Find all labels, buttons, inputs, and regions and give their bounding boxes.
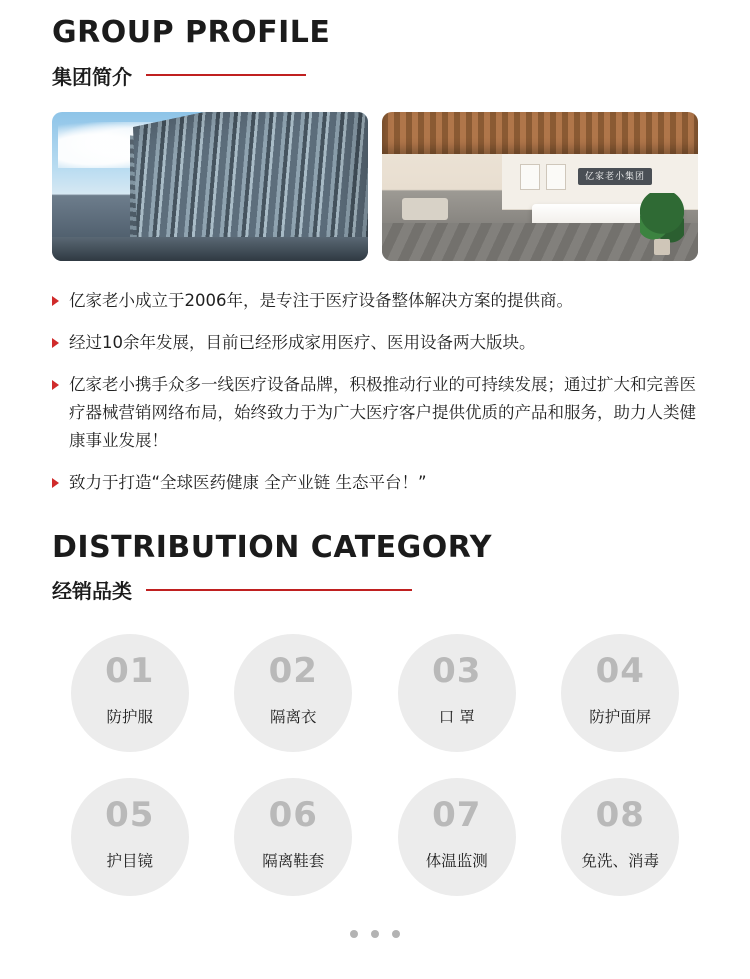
list-item xyxy=(52,469,698,497)
category-number: 05 xyxy=(105,795,155,835)
bullet-text: 亿家老小携手众多一线医疗设备品牌，积极推动行业的可持续发展；通过扩大和完善医疗器械营销网络布局，始终致力于为广大医疗客户提供优质的产品和服务，助力人类健康事业发展！ xyxy=(69,374,696,450)
category-number: 01 xyxy=(105,651,155,691)
group-profile-title-cn: 集团简介 xyxy=(52,64,132,89)
category-label: 隔离鞋套 xyxy=(262,852,325,870)
category-item-03[interactable] xyxy=(379,634,535,752)
category-label: 口 罩 xyxy=(438,708,475,726)
title-divider-line xyxy=(146,589,412,591)
category-item-05[interactable] xyxy=(52,778,208,896)
list-item xyxy=(52,329,698,357)
category-number: 08 xyxy=(595,795,645,835)
category-number: 02 xyxy=(268,651,318,691)
category-item-06[interactable] xyxy=(216,778,372,896)
distribution-category-section xyxy=(0,531,750,939)
pagination-dot[interactable] xyxy=(371,930,379,938)
category-title-cn: 经销品类 xyxy=(52,579,132,603)
category-number: 07 xyxy=(432,795,482,835)
category-item-04[interactable] xyxy=(543,634,699,752)
category-circle xyxy=(234,778,352,896)
wood-ceiling-shape xyxy=(382,112,698,154)
category-subtitle-row xyxy=(52,575,698,604)
category-circle xyxy=(398,634,516,752)
category-circle xyxy=(561,778,679,896)
category-item-01[interactable] xyxy=(52,634,208,752)
potted-plant-icon xyxy=(640,193,684,255)
profile-bullet-list xyxy=(52,287,698,497)
category-grid xyxy=(52,634,698,896)
category-circle xyxy=(71,634,189,752)
category-circle xyxy=(398,778,516,896)
category-label: 体温监测 xyxy=(425,852,488,870)
pagination-dot[interactable] xyxy=(350,930,358,938)
group-profile-title-en: GROUP PROFILE xyxy=(52,15,331,50)
triangle-bullet-icon xyxy=(52,296,59,306)
list-item xyxy=(52,371,698,455)
wall-frame-icon xyxy=(546,164,566,190)
lobby-sofa-shape xyxy=(402,198,448,220)
category-number: 04 xyxy=(595,651,645,691)
lobby-logo-sign: 亿家老小集团 xyxy=(578,168,652,185)
company-lobby-photo xyxy=(382,112,698,261)
bullet-text: 经过10余年发展，目前已经形成家用医疗、医用设备两大版块。 xyxy=(69,332,536,352)
office-building-photo xyxy=(52,112,368,261)
profile-image-row xyxy=(52,112,698,261)
category-item-08[interactable] xyxy=(543,778,699,896)
category-circle xyxy=(234,634,352,752)
list-item xyxy=(52,287,698,315)
group-profile-subtitle-row xyxy=(52,61,698,90)
triangle-bullet-icon xyxy=(52,478,59,488)
pagination-dot[interactable] xyxy=(392,930,400,938)
category-circle xyxy=(71,778,189,896)
category-label: 免洗、消毒 xyxy=(581,852,659,870)
category-number: 06 xyxy=(268,795,318,835)
bullet-text: 亿家老小成立于2006年，是专注于医疗设备整体解决方案的提供商。 xyxy=(69,290,573,310)
triangle-bullet-icon xyxy=(52,380,59,390)
ground-shape xyxy=(52,237,368,261)
category-circle xyxy=(561,634,679,752)
category-number: 03 xyxy=(432,651,482,691)
category-label: 隔离衣 xyxy=(269,708,317,726)
category-label: 防护服 xyxy=(106,708,153,726)
category-title-en: DISTRIBUTION CATEGORY xyxy=(52,529,492,565)
category-label: 防护面屏 xyxy=(589,708,652,726)
category-label: 护目镜 xyxy=(106,852,153,870)
category-item-02[interactable] xyxy=(216,634,372,752)
bullet-text: 致力于打造“全球医药健康 全产业链 生态平台！” xyxy=(69,472,427,492)
wall-frame-icon xyxy=(520,164,540,190)
pagination-dots[interactable] xyxy=(52,930,698,938)
triangle-bullet-icon xyxy=(52,338,59,348)
category-item-07[interactable] xyxy=(379,778,535,896)
title-divider-line xyxy=(146,74,306,76)
